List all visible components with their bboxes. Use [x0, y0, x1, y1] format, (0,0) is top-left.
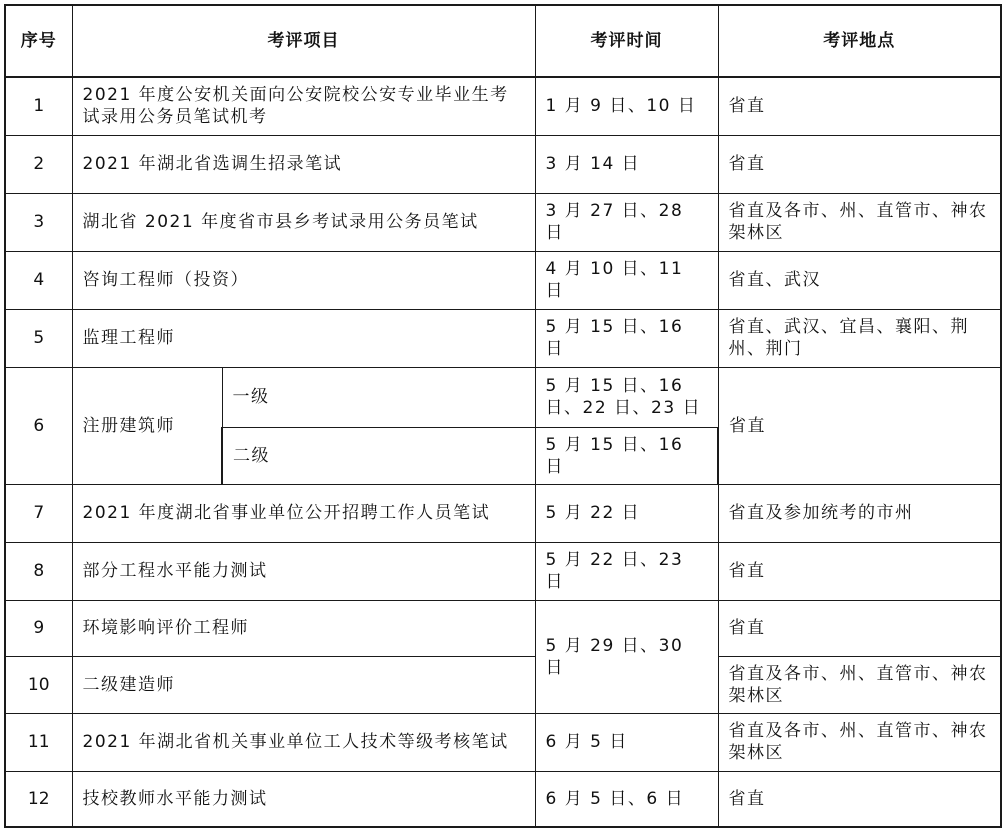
- exam-item: 2021 年度公安机关面向公安院校公安专业毕业生考试录用公务员笔试机考: [72, 77, 535, 135]
- table-row: [5, 251, 1001, 309]
- table-row: [5, 77, 1001, 135]
- exam-place: 省直: [718, 771, 1001, 827]
- exam-place: 省直: [718, 135, 1001, 193]
- exam-item: 湖北省 2021 年度省市县乡考试录用公务员笔试: [72, 193, 535, 251]
- exam-time: 5 月 22 日、23 日: [535, 542, 718, 600]
- table-row: [5, 135, 1001, 193]
- exam-item: 监理工程师: [72, 309, 535, 367]
- table-row: [5, 484, 1001, 542]
- exam-place: 省直及参加统考的市州: [718, 484, 1001, 542]
- table-row: [5, 600, 1001, 656]
- exam-place: 省直: [718, 77, 1001, 135]
- row-number: 12: [5, 771, 72, 827]
- exam-item: 二级建造师: [72, 656, 535, 713]
- exam-subitem: 一级: [222, 367, 535, 427]
- exam-time: 3 月 14 日: [535, 135, 718, 193]
- exam-time: 5 月 29 日、30 日: [535, 600, 718, 713]
- exam-place: 省直、武汉: [718, 251, 1001, 309]
- table-row: [5, 309, 1001, 367]
- row-number: 10: [5, 656, 72, 713]
- table-row: [5, 542, 1001, 600]
- row-number: 6: [5, 367, 72, 484]
- exam-item: 技校教师水平能力测试: [72, 771, 535, 827]
- exam-item: 部分工程水平能力测试: [72, 542, 535, 600]
- row-number: 7: [5, 484, 72, 542]
- row-number: 3: [5, 193, 72, 251]
- row-number: 2: [5, 135, 72, 193]
- exam-time: 5 月 15 日、16 日: [535, 427, 718, 484]
- exam-time: 6 月 5 日: [535, 713, 718, 771]
- exam-time: 1 月 9 日、10 日: [535, 77, 718, 135]
- exam-place: 省直: [718, 367, 1001, 484]
- exam-place: 省直及各市、州、直管市、神农架林区: [718, 193, 1001, 251]
- exam-place: 省直: [718, 542, 1001, 600]
- row-number: 11: [5, 713, 72, 771]
- exam-item: 咨询工程师（投资）: [72, 251, 535, 309]
- header-item: 考评项目: [72, 5, 535, 77]
- exam-time: 3 月 27 日、28 日: [535, 193, 718, 251]
- header-time: 考评时间: [535, 5, 718, 77]
- exam-item: 2021 年湖北省选调生招录笔试: [72, 135, 535, 193]
- exam-place: 省直、武汉、宜昌、襄阳、荆州、荆门: [718, 309, 1001, 367]
- exam-place: 省直及各市、州、直管市、神农架林区: [718, 656, 1001, 713]
- exam-time: 5 月 15 日、16 日: [535, 309, 718, 367]
- header-place: 考评地点: [718, 5, 1001, 77]
- row-number: 8: [5, 542, 72, 600]
- table-row: [5, 193, 1001, 251]
- exam-schedule-table: [4, 4, 1002, 828]
- exam-place: 省直: [718, 600, 1001, 656]
- header-seq: 序号: [5, 5, 72, 77]
- table-row: [5, 367, 1001, 427]
- header-row: [5, 5, 1001, 77]
- row-number: 5: [5, 309, 72, 367]
- exam-item: 注册建筑师: [72, 367, 222, 484]
- row-number: 9: [5, 600, 72, 656]
- exam-item: 2021 年湖北省机关事业单位工人技术等级考核笔试: [72, 713, 535, 771]
- exam-item: 环境影响评价工程师: [72, 600, 535, 656]
- exam-item: 2021 年度湖北省事业单位公开招聘工作人员笔试: [72, 484, 535, 542]
- exam-subitem: 二级: [222, 427, 535, 484]
- table-row: [5, 713, 1001, 771]
- table-row: [5, 656, 1001, 713]
- row-number: 4: [5, 251, 72, 309]
- row-number: 1: [5, 77, 72, 135]
- exam-time: 5 月 15 日、16 日、22 日、23 日: [535, 367, 718, 427]
- exam-time: 6 月 5 日、6 日: [535, 771, 718, 827]
- exam-time: 5 月 22 日: [535, 484, 718, 542]
- exam-place: 省直及各市、州、直管市、神农架林区: [718, 713, 1001, 771]
- table-row: [5, 771, 1001, 827]
- exam-time: 4 月 10 日、11 日: [535, 251, 718, 309]
